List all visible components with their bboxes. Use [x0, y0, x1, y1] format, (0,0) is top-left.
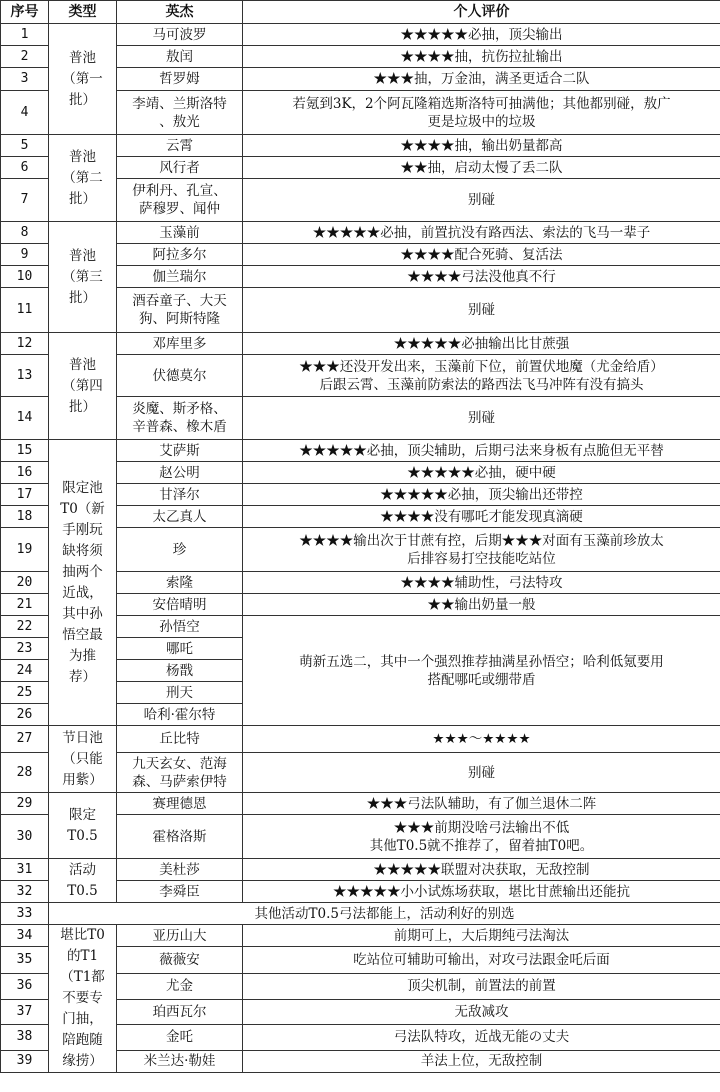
header-index: 序号: [1, 1, 49, 24]
table-row: [1, 440, 720, 462]
evaluation-text: ★★★★★必抽，顶尖辅助，后期弓法来身板有点脆但无平替: [243, 440, 720, 462]
evaluation-text: ★★★★★联盟对决获取，无敌控制: [243, 859, 720, 881]
header-hero: 英杰: [117, 1, 243, 24]
hero-name: 伏德莫尔: [117, 355, 243, 397]
hero-name: 赛理德恩: [117, 793, 243, 815]
row-index: 25: [1, 682, 49, 704]
row-index: 8: [1, 222, 49, 244]
row-index: 36: [1, 973, 49, 999]
evaluation-text: 前期可上，大后期纯弓法淘汰: [243, 925, 720, 947]
evaluation-text: ★★★弓法队辅助，有了伽兰退休二阵: [243, 793, 720, 815]
type-cell: 活动 T0.5: [49, 859, 117, 903]
row-index: 2: [1, 46, 49, 68]
table-row: [1, 859, 720, 881]
evaluation-text: ★★输出奶量一般: [243, 594, 720, 616]
hero-name: 伽兰瑞尔: [117, 266, 243, 288]
hero-name: 马可波罗: [117, 24, 243, 46]
table-row: [1, 903, 720, 925]
row-index: 33: [1, 903, 49, 925]
table-row: [1, 726, 720, 753]
row-index: 34: [1, 925, 49, 947]
row-index: 31: [1, 859, 49, 881]
hero-name: 酒吞童子、大天 狗、阿斯特隆: [117, 288, 243, 333]
hero-name: 赵公明: [117, 462, 243, 484]
hero-name: 艾萨斯: [117, 440, 243, 462]
header-evaluation: 个人评价: [243, 1, 720, 24]
hero-name: 玉藻前: [117, 222, 243, 244]
hero-name: 阿拉多尔: [117, 244, 243, 266]
evaluation-text: ★★★★★必抽输出比甘蔗强: [243, 333, 720, 355]
row-index: 29: [1, 793, 49, 815]
hero-name: 金吒: [117, 1025, 243, 1051]
hero-name: 哈利·霍尔特: [117, 704, 243, 726]
header-type: 类型: [49, 1, 117, 24]
row-index: 24: [1, 660, 49, 682]
row-index: 38: [1, 1025, 49, 1051]
evaluation-text: ★★★★配合死骑、复活法: [243, 244, 720, 266]
table-row: [1, 24, 720, 46]
row-index: 19: [1, 528, 49, 572]
type-cell: 限定 T0.5: [49, 793, 117, 859]
type-cell: 普池 （第四 批）: [49, 333, 117, 440]
evaluation-text: 羊法上位，无敌控制: [243, 1050, 720, 1072]
type-cell: 普池 （第二 批）: [49, 135, 117, 222]
row-index: 6: [1, 157, 49, 179]
evaluation-text: ★★★★抽，抗伤拉扯输出: [243, 46, 720, 68]
evaluation-text: ★★★★★必抽，前置抗没有路西法、索法的飞马一辈子: [243, 222, 720, 244]
row-index: 21: [1, 594, 49, 616]
row-index: 26: [1, 704, 49, 726]
evaluation-text: ★★★★辅助性，弓法特攻: [243, 572, 720, 594]
row-index: 17: [1, 484, 49, 506]
hero-name: 杨戬: [117, 660, 243, 682]
row-index: 1: [1, 24, 49, 46]
row-index: 27: [1, 726, 49, 753]
evaluation-text: ★★★还没开发出来，玉藻前下位，前置伏地魔（尤金给盾） 后跟云霄、玉藻前防索法的路西法飞马冲阵有没有搞头: [243, 355, 720, 397]
table-row: [1, 793, 720, 815]
hero-name: 风行者: [117, 157, 243, 179]
row-index: 35: [1, 947, 49, 974]
type-cell: 堪比T0 的T1 （T1都 不要专 门抽， 陪跑随 缘捞）: [49, 925, 117, 1073]
evaluation-text: 无敌减攻: [243, 999, 720, 1025]
table-row: [1, 135, 720, 157]
row-index: 37: [1, 999, 49, 1025]
evaluation-text: 别碰: [243, 753, 720, 793]
hero-name: 刑天: [117, 682, 243, 704]
row-index: 13: [1, 355, 49, 397]
evaluation-text: ★★★前期没啥弓法输出不低 其他T0.5就不推荐了，留着抽T0吧。: [243, 815, 720, 859]
table-row: [1, 333, 720, 355]
hero-name: 哲罗姆: [117, 68, 243, 91]
row-index: 32: [1, 881, 49, 903]
row-index: 14: [1, 397, 49, 440]
type-cell: 节日池 （只能 用紫）: [49, 726, 117, 793]
row-index: 16: [1, 462, 49, 484]
hero-name: 霍格洛斯: [117, 815, 243, 859]
evaluation-text: ★★★★弓法没他真不行: [243, 266, 720, 288]
table-row: [1, 222, 720, 244]
evaluation-text: ★★★抽，万金油，满圣更适合二队: [243, 68, 720, 91]
row-index: 12: [1, 333, 49, 355]
hero-name: 尤金: [117, 973, 243, 999]
hero-name: 索隆: [117, 572, 243, 594]
hero-name: 李舜臣: [117, 881, 243, 903]
hero-name: 珀西瓦尔: [117, 999, 243, 1025]
hero-name: 米兰达·勒娃: [117, 1050, 243, 1072]
row-index: 9: [1, 244, 49, 266]
evaluation-text: ★★★★抽，输出奶量都高: [243, 135, 720, 157]
hero-name: 邓库里多: [117, 333, 243, 355]
hero-name: 珍: [117, 528, 243, 572]
row-index: 18: [1, 506, 49, 528]
row-index: 5: [1, 135, 49, 157]
type-cell: 普池 （第三 批）: [49, 222, 117, 333]
row-index: 28: [1, 753, 49, 793]
row-index: 39: [1, 1050, 49, 1072]
evaluation-text: 若氪到3K，2个阿瓦隆箱选斯洛特可抽满他；其他都别碰，敖广 更是垃圾中的垃圾: [243, 91, 720, 135]
row-index: 3: [1, 68, 49, 91]
hero-name: 太乙真人: [117, 506, 243, 528]
hero-name: 李靖、兰斯洛特 、敖光: [117, 91, 243, 135]
hero-name: 丘比特: [117, 726, 243, 753]
evaluation-text: ★★★★输出次于甘蔗有控，后期★★★对面有玉藻前珍放太 后排容易打空技能吃站位: [243, 528, 720, 572]
evaluation-text: 萌新五选二，其中一个强烈推荐抽满星孙悟空；哈利低氪要用 搭配哪吒或绷带盾: [243, 616, 720, 726]
evaluation-text: ★★★★★小小试炼场获取，堪比甘蔗输出还能抗: [243, 881, 720, 903]
header-row: [1, 1, 720, 24]
evaluation-text: 顶尖机制，前置法的前置: [243, 973, 720, 999]
evaluation-text: ★★★★没有哪吒才能发现真滴硬: [243, 506, 720, 528]
evaluation-text: 吃站位可辅助可输出，对攻弓法跟金吒后面: [243, 947, 720, 974]
row-index: 20: [1, 572, 49, 594]
hero-name: 亚历山大: [117, 925, 243, 947]
hero-name: 安倍晴明: [117, 594, 243, 616]
evaluation-text: ★★★★★必抽，顶尖输出还带控: [243, 484, 720, 506]
row-index: 22: [1, 616, 49, 638]
hero-name: 美杜莎: [117, 859, 243, 881]
hero-name: 九天玄女、范海 森、马萨索伊特: [117, 753, 243, 793]
type-cell: 普池 （第一 批）: [49, 24, 117, 135]
row-index: 7: [1, 179, 49, 222]
evaluation-text: 别碰: [243, 397, 720, 440]
hero-name: 伊利丹、孔宣、 萨穆罗、闻仲: [117, 179, 243, 222]
evaluation-text: ★★抽，启动太慢了丢二队: [243, 157, 720, 179]
hero-name: 哪吒: [117, 638, 243, 660]
row-index: 11: [1, 288, 49, 333]
evaluation-text: 别碰: [243, 179, 720, 222]
row-index: 10: [1, 266, 49, 288]
hero-name: 敖闰: [117, 46, 243, 68]
type-cell: 限定池 T0（新 手刚玩 缺将须 抽两个 近战， 其中孙 悟空最 为推 荐）: [49, 440, 117, 726]
row-index: 30: [1, 815, 49, 859]
hero-name: 孙悟空: [117, 616, 243, 638]
row-index: 23: [1, 638, 49, 660]
hero-name: 薇薇安: [117, 947, 243, 974]
hero-name: 甘泽尔: [117, 484, 243, 506]
evaluation-text: 别碰: [243, 288, 720, 333]
hero-name: 炎魔、斯矛格、 辛普森、橡木盾: [117, 397, 243, 440]
table-row: [1, 925, 720, 947]
evaluation-text: ★★★★★必抽，硬中硬: [243, 462, 720, 484]
evaluation-text: 弓法队特攻，近战无能の丈夫: [243, 1025, 720, 1051]
evaluation-text: ★★★★★必抽，顶尖输出: [243, 24, 720, 46]
hero-name: 云霄: [117, 135, 243, 157]
row-index: 4: [1, 91, 49, 135]
row-index: 15: [1, 440, 49, 462]
evaluation-text: 其他活动T0.5弓法都能上，活动利好的别选: [49, 903, 720, 925]
evaluation-text: ★★★～★★★★: [243, 726, 720, 753]
